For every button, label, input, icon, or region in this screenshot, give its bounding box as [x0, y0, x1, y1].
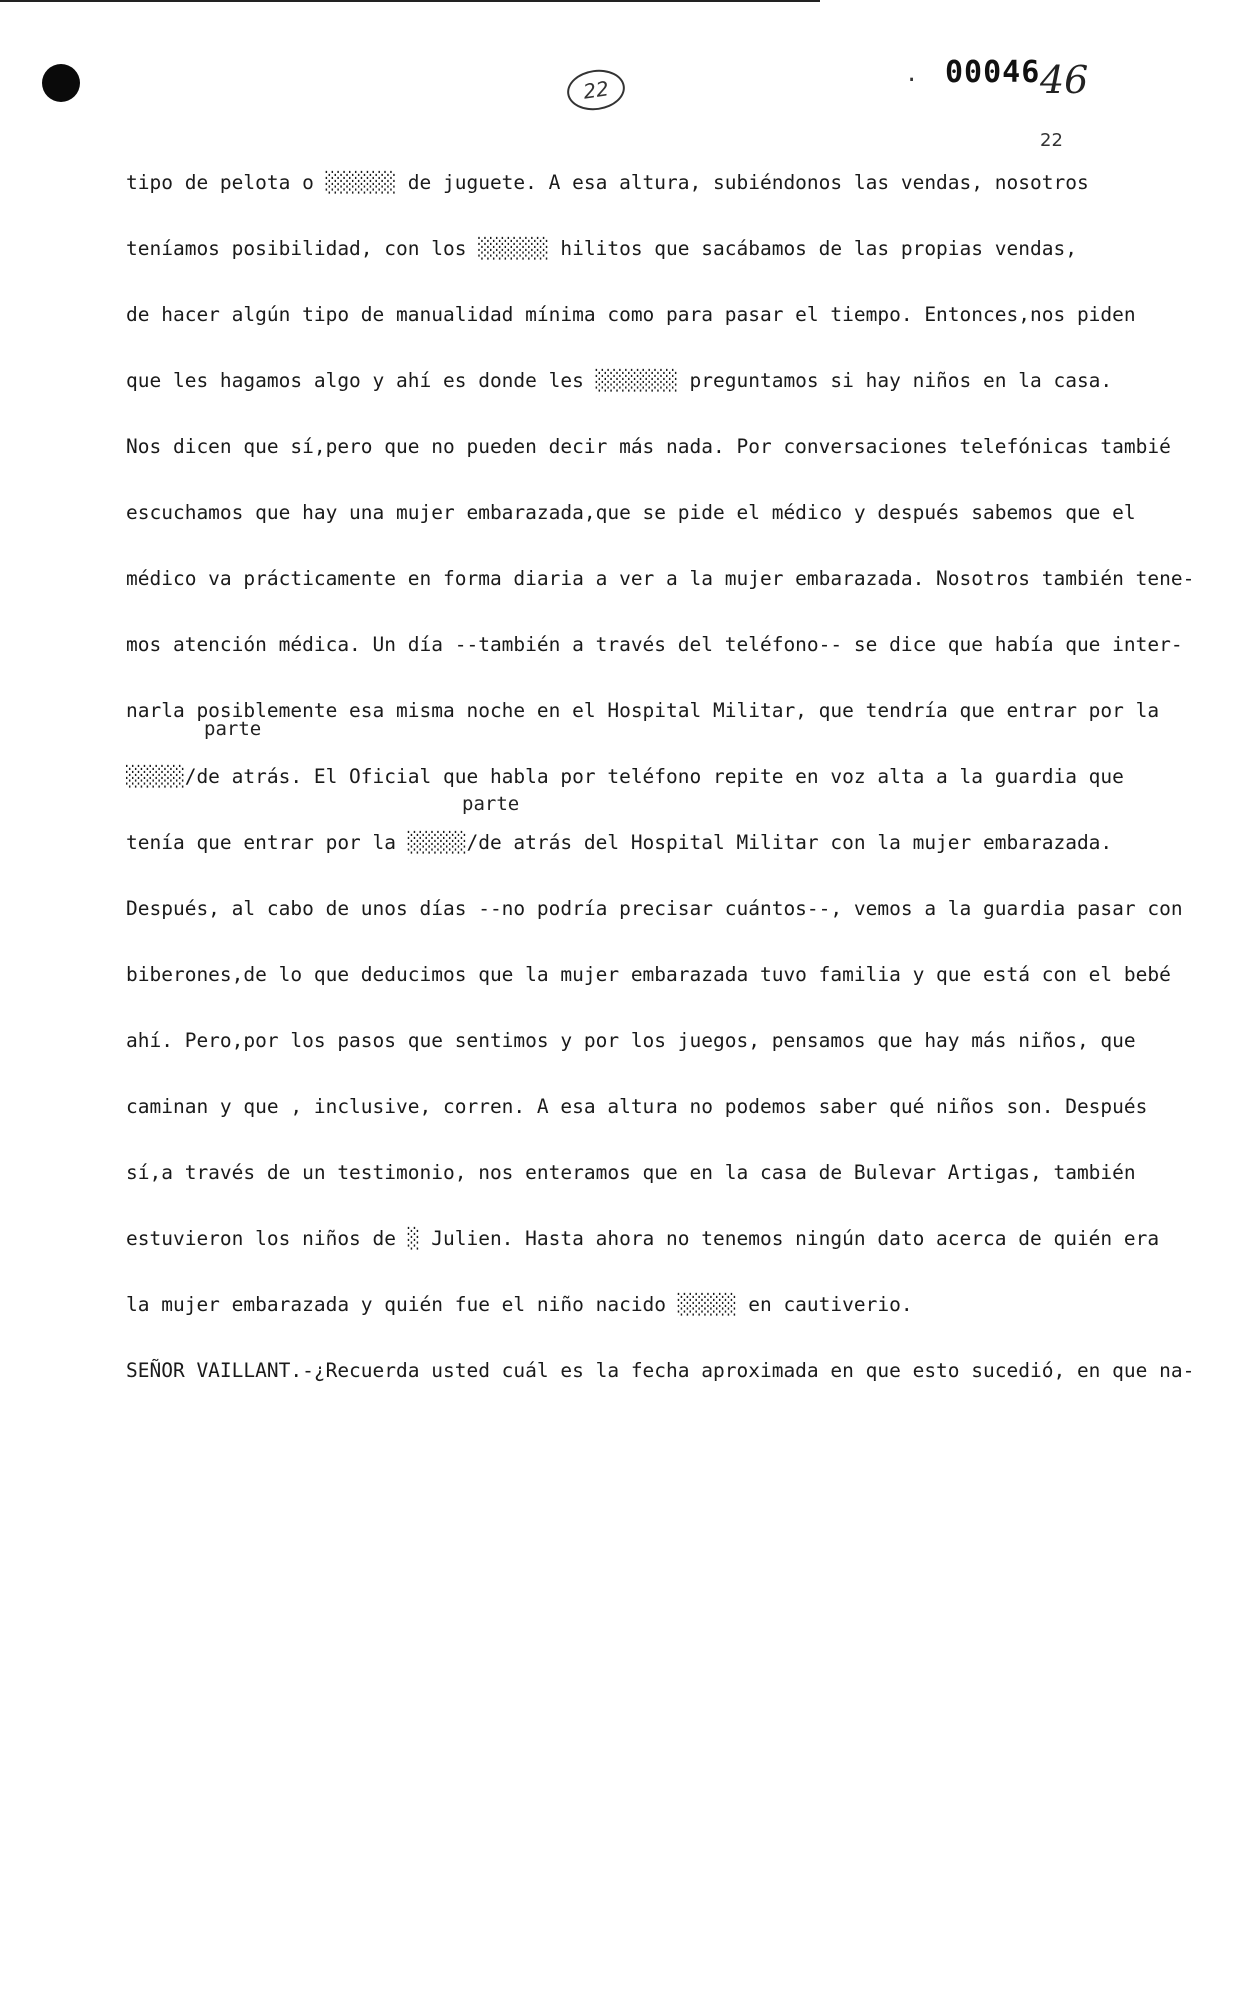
text-line: biberones,de lo que deducimos que la mujer embarazada tuvo familia y que está con el bebé [126, 963, 1171, 986]
text-line: caminan y que , inclusive, corren. A esa altura no podemos saber qué niños son. Después [126, 1095, 1148, 1118]
text-line: sí,a través de un testimonio, nos enteramos que en la casa de Bulevar Artigas, también [126, 1161, 1136, 1184]
text-line: estuvieron los niños de ░ Julien. Hasta ahora no tenemos ningún dato acerca de quién era [126, 1227, 1160, 1250]
document-body [126, 168, 1195, 1422]
text-line: Después, al cabo de unos días --no podría precisar cuántos--, vemos a la guardia pasar con [126, 897, 1183, 920]
page-number: 22 [1040, 130, 1063, 151]
text-line: médico va prácticamente en forma diaria a ver a la mujer embarazada. Nosotros también tene- [126, 567, 1195, 590]
text-line: tipo de pelota o ░░░░░░ de juguete. A esa altura, subiéndonos las vendas, nosotros [126, 171, 1089, 194]
text-line: la mujer embarazada y quién fue el niño nacido ░░░░░ en cautiverio. [126, 1293, 913, 1316]
top-rule [0, 0, 820, 2]
text-line: tenía que entrar por la ░░░░░/de atrás del Hospital Militar con la mujer embarazada. [126, 831, 1113, 854]
circled-page-number: 22 [564, 66, 627, 114]
text-line: SEÑOR VAILLANT.-¿Recuerda usted cuál es la fecha aproximada en que esto sucedió, en que na- [126, 1359, 1195, 1382]
text-line: que les hagamos algo y ahí es donde les ░░░░░░░ preguntamos si hay niños en la casa. [126, 369, 1113, 392]
text-line: de hacer algún tipo de manualidad mínima como para pasar el tiempo. Entonces,nos piden [126, 303, 1136, 326]
text-line: ahí. Pero,por los pasos que sentimos y por los juegos, pensamos que hay más niños, que [126, 1029, 1136, 1052]
insertion-parte-1: parte [204, 718, 262, 740]
stamp-dot: · [905, 68, 919, 93]
text-line: teníamos posibilidad, con los ░░░░░░ hilitos que sacábamos de las propias vendas, [126, 237, 1077, 260]
handwritten-number: 46 [1040, 58, 1089, 102]
text-line: ░░░░░/de atrás. El Oficial que habla por teléfono repite en voz alta a la guardia que [126, 765, 1124, 788]
text-line: Nos dicen que sí,pero que no pueden decir más nada. Por conversaciones telefónicas tambié [126, 435, 1171, 458]
text-line: escuchamos que hay una mujer embarazada,que se pide el médico y después sabemos que el [126, 501, 1136, 524]
punch-hole [42, 64, 80, 102]
text-line: mos atención médica. Un día --también a través del teléfono-- se dice que había que inter- [126, 633, 1183, 656]
insertion-parte-2: parte [462, 793, 520, 815]
text-line: narla posiblemente esa misma noche en el Hospital Militar, que tendría que entrar por la [126, 699, 1160, 722]
archive-stamp-number: 00046 [945, 55, 1041, 90]
